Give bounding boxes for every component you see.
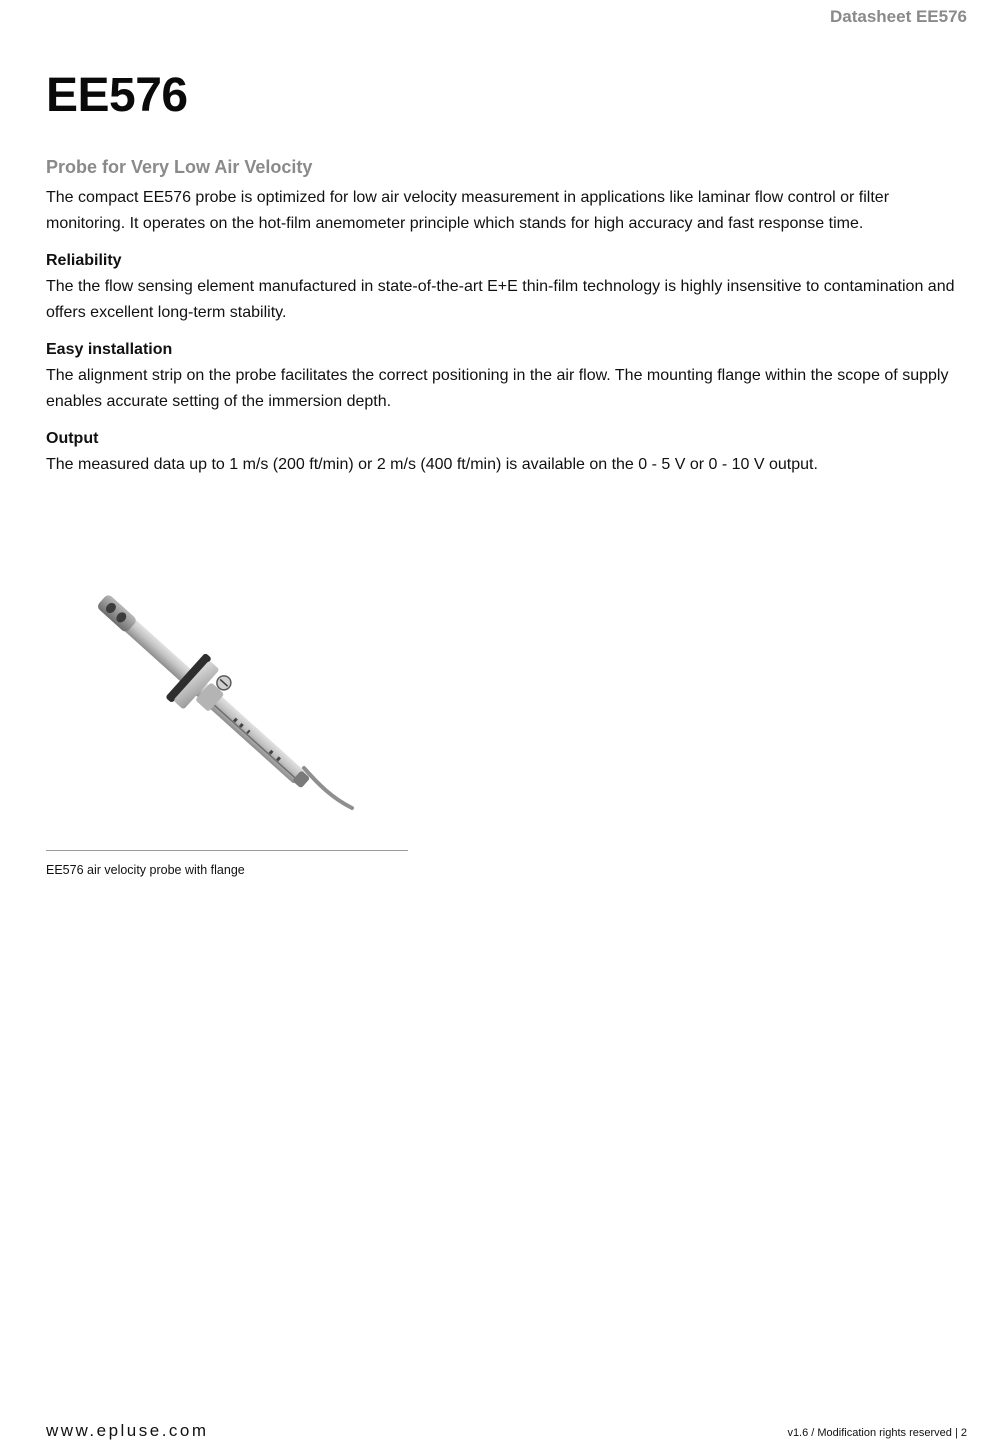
intro-subtitle: Probe for Very Low Air Velocity (46, 157, 313, 177)
footer-version-page: v1.6 / Modification rights reserved | 2 (787, 1427, 967, 1439)
section-text-easy-installation: The alignment strip on the probe facilitates the correct positioning in the air flow. The mounting flange within the scope of supply enables accurate setting of the immersion depth. (46, 367, 949, 410)
caption-divider (46, 850, 408, 851)
footer-website-url[interactable]: www.epluse.com (46, 1421, 209, 1440)
main-content (46, 157, 966, 492)
section-heading-easy-installation: Easy installation (46, 341, 173, 358)
section-text-output: The measured data up to 1 m/s (200 ft/min) or 2 m/s (400 ft/min) is available on the 0 - 5 V or 0 - 10 V output. (46, 456, 818, 473)
product-figure (46, 560, 408, 877)
intro-paragraph: The compact EE576 probe is optimized for low air velocity measurement in applications like laminar flow control or filter monitoring. It operates on the hot-film anemometer principle which stands for high accuracy and fast response time. (46, 189, 890, 232)
section-text-reliability: The the flow sensing element manufactured in state-of-the-art E+E thin-film technology is highly insensitive to contamination and offers excellent long-term stability. (46, 278, 955, 321)
figure-caption: EE576 air velocity probe with flange (46, 863, 245, 877)
document-title: EE576 (46, 69, 188, 122)
section-heading-output: Output (46, 430, 99, 447)
section-heading-reliability: Reliability (46, 252, 122, 269)
datasheet-header-label: Datasheet EE576 (829, 7, 967, 26)
probe-image (46, 560, 408, 840)
